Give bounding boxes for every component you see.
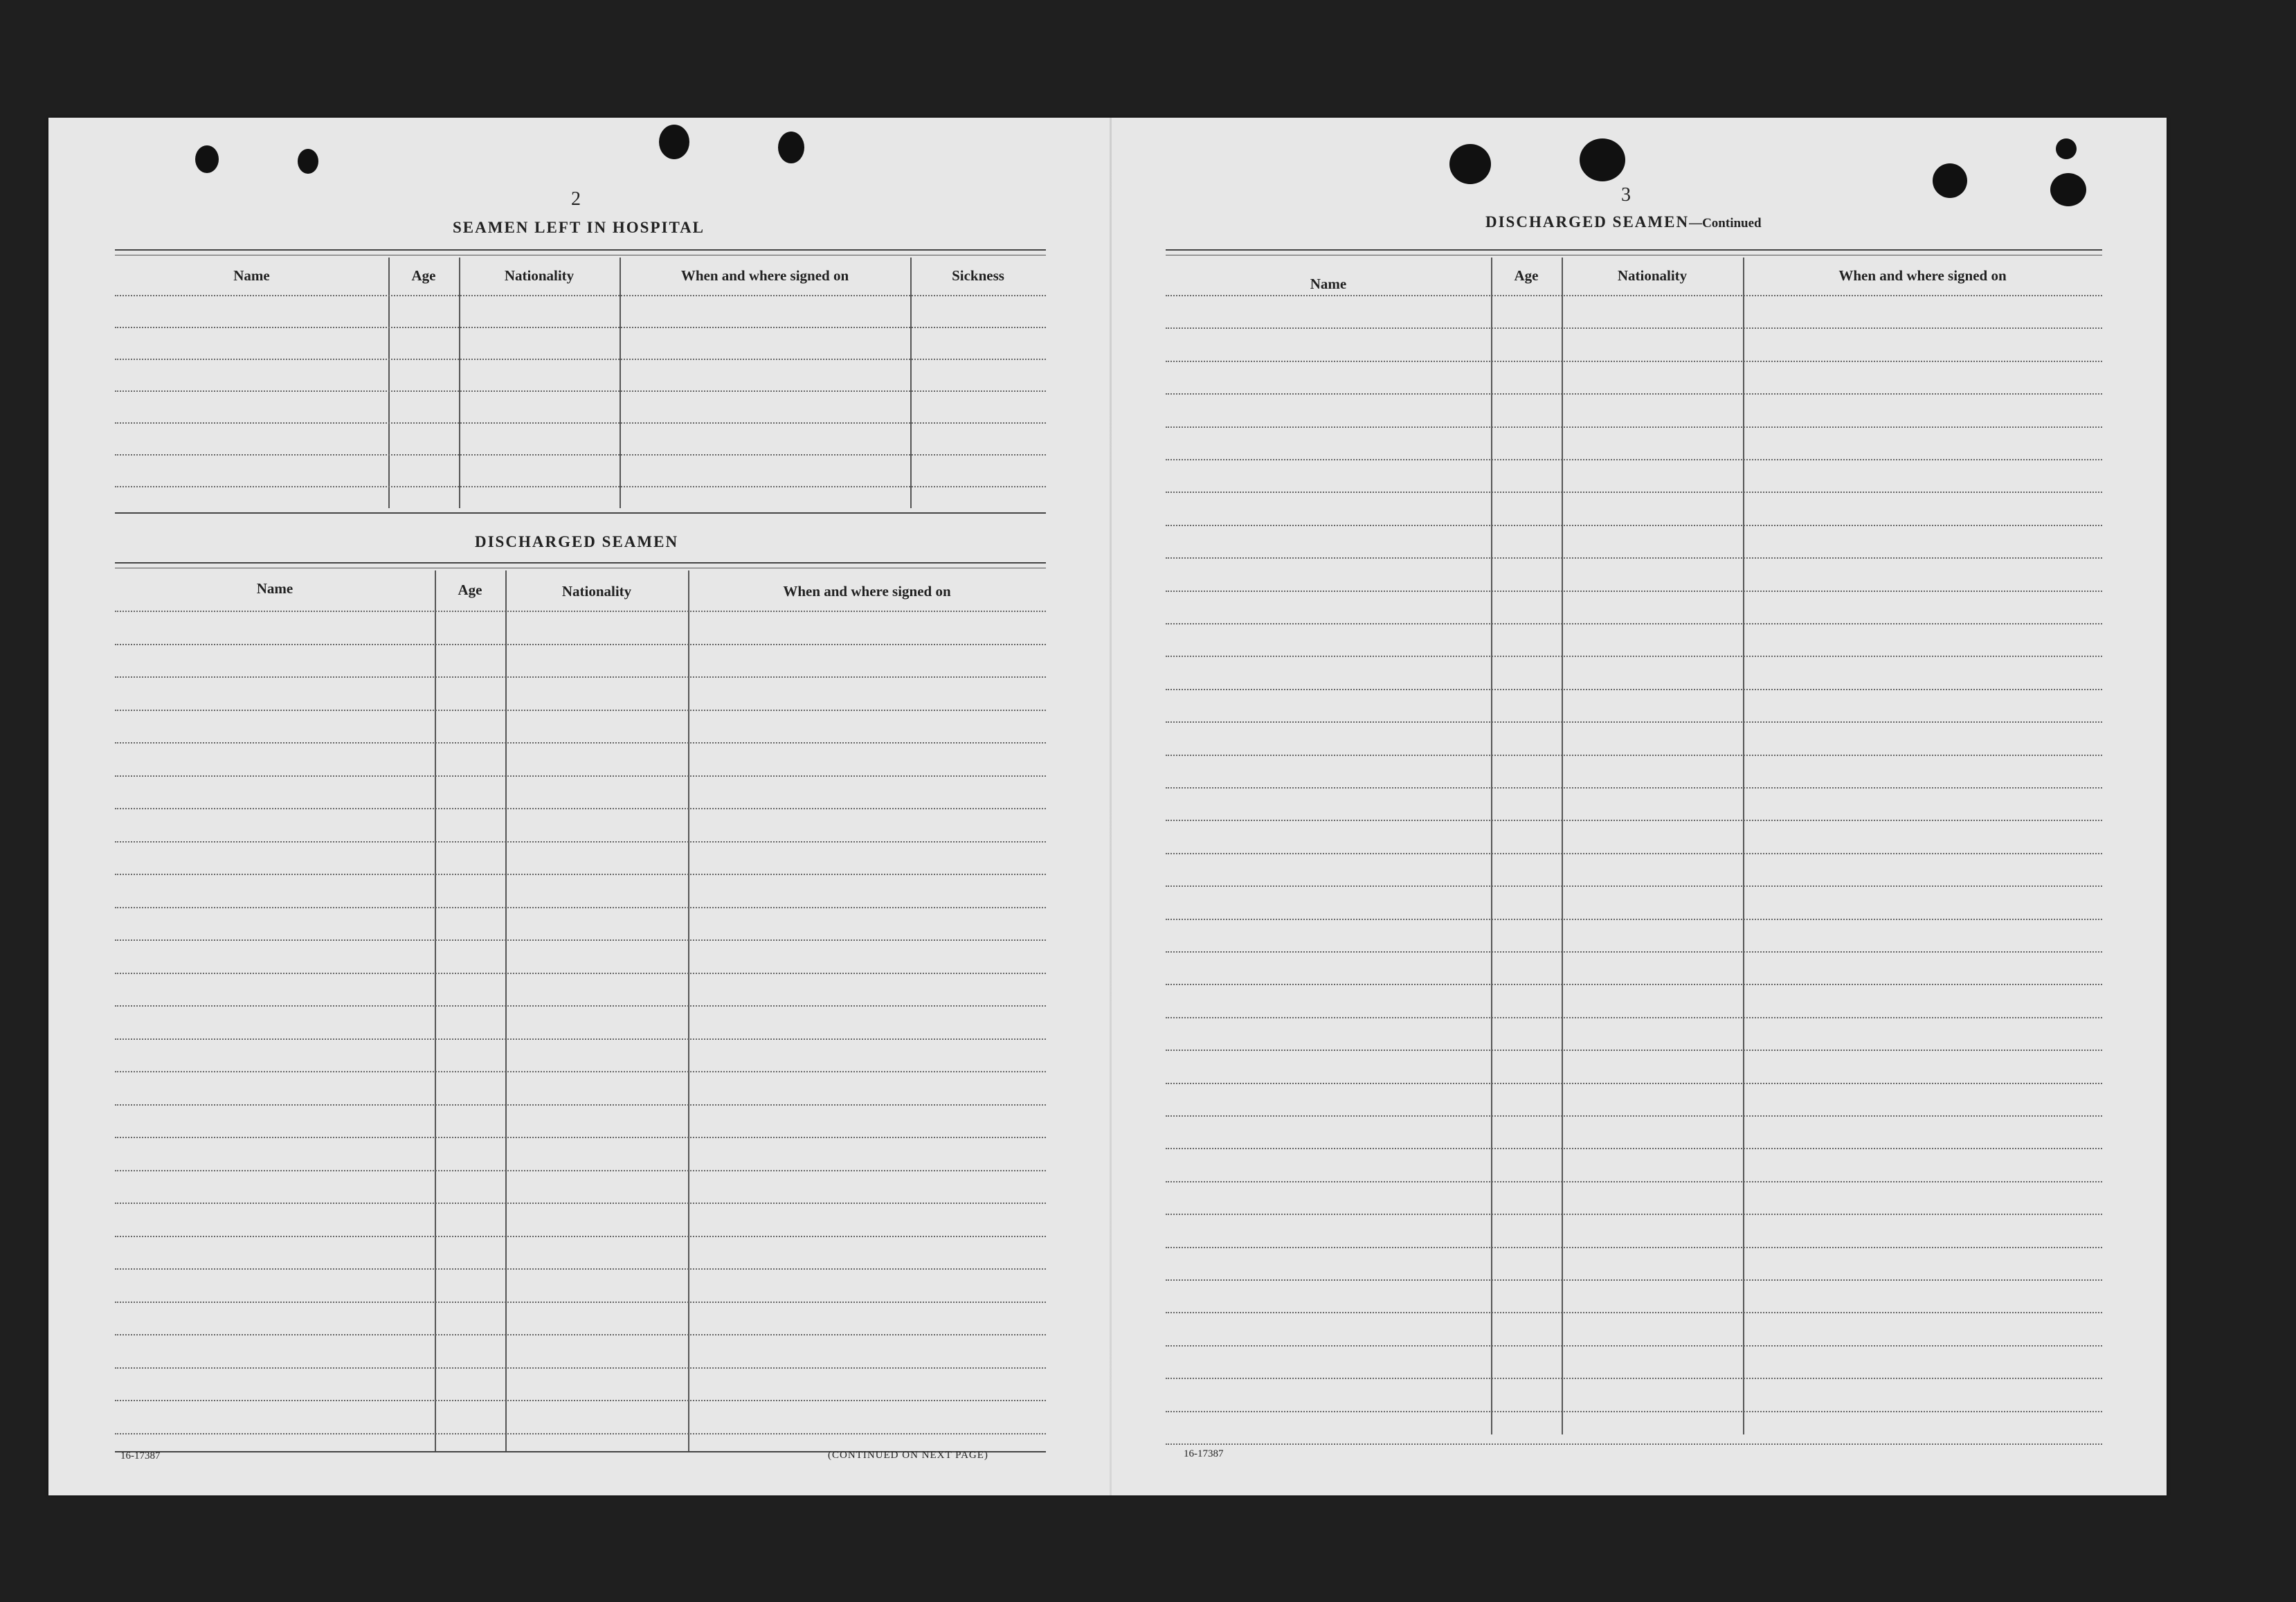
table-rows	[115, 562, 1046, 1457]
punch-hole	[195, 145, 219, 173]
discharged-continued-title	[1485, 213, 1762, 231]
table-row	[115, 1236, 1046, 1237]
table-row	[115, 841, 1046, 843]
table-row	[115, 1038, 1046, 1040]
table-row	[1166, 984, 2102, 985]
punch-hole	[2050, 173, 2086, 206]
column-header-name: Name	[1310, 276, 1347, 292]
title-text: DISCHARGED SEAMEN	[1485, 213, 1690, 231]
table-row	[115, 1433, 1046, 1434]
table-row	[1166, 755, 2102, 756]
table-row	[115, 486, 1046, 487]
table-row	[1166, 393, 2102, 395]
punch-hole	[1580, 138, 1625, 181]
discharged-continued-table	[1166, 249, 2102, 1454]
table-row	[1166, 1214, 2102, 1215]
table-bottom-rule	[115, 512, 1046, 514]
table-row	[1166, 1312, 2102, 1313]
table-row	[115, 676, 1046, 678]
table-rows	[1166, 249, 2102, 1454]
table-row	[1166, 919, 2102, 920]
table-rows	[115, 249, 1046, 516]
table-row	[1166, 1148, 2102, 1149]
column-header-signed-on: When and where signed on	[1838, 267, 2007, 284]
table-row	[1166, 820, 2102, 821]
table-row	[115, 742, 1046, 744]
table-row	[1166, 295, 2102, 296]
table-row	[115, 1302, 1046, 1303]
table-row	[115, 973, 1046, 974]
table-row	[1166, 459, 2102, 460]
discharged-table	[115, 562, 1046, 1457]
table-row	[115, 1137, 1046, 1138]
table-row	[115, 775, 1046, 777]
table-row	[115, 1104, 1046, 1106]
punch-hole	[659, 125, 689, 159]
document-sheet	[48, 118, 2167, 1495]
discharged-section-title: DISCHARGED SEAMEN	[475, 533, 679, 550]
table-row	[1166, 1378, 2102, 1379]
punch-hole	[2056, 138, 2077, 159]
column-header-sickness: Sickness	[952, 267, 1004, 284]
table-row	[1166, 1017, 2102, 1018]
table-row	[1166, 361, 2102, 362]
title-suffix: —Continued	[1689, 216, 1762, 231]
column-header-signed-on: When and where signed on	[680, 267, 849, 284]
table-row	[1166, 1279, 2102, 1281]
page-number: 3	[1621, 184, 1631, 206]
column-header-nationality: Nationality	[561, 583, 632, 600]
table-row	[1166, 656, 2102, 657]
table-row	[115, 422, 1046, 424]
table-row	[115, 1334, 1046, 1335]
punch-hole	[298, 149, 318, 174]
page-number: 2	[571, 188, 581, 210]
table-row	[115, 1203, 1046, 1204]
column-header-name: Name	[256, 580, 293, 597]
column-header-age: Age	[1514, 267, 1539, 284]
table-row	[1166, 1411, 2102, 1412]
continued-note: (CONTINUED ON NEXT PAGE)	[828, 1450, 988, 1461]
table-row	[1166, 492, 2102, 493]
table-row	[115, 295, 1046, 296]
table-row	[115, 907, 1046, 908]
column-header-name: Name	[233, 267, 270, 284]
table-row	[1166, 591, 2102, 592]
table-row	[115, 1071, 1046, 1072]
table-row	[1166, 525, 2102, 526]
table-row	[115, 939, 1046, 941]
table-row	[115, 1400, 1046, 1401]
form-number: 16-17387	[120, 1450, 161, 1461]
table-row	[115, 644, 1046, 645]
table-row	[1166, 1181, 2102, 1182]
table-row	[115, 454, 1046, 456]
column-header-nationality: Nationality	[1617, 267, 1688, 284]
table-row	[115, 1170, 1046, 1171]
table-row	[115, 808, 1046, 809]
table-row	[1166, 557, 2102, 559]
table-row	[115, 327, 1046, 328]
punch-hole	[778, 132, 804, 163]
punch-hole	[1449, 144, 1491, 184]
table-row	[1166, 1247, 2102, 1248]
table-row	[1166, 951, 2102, 953]
table-row	[1166, 787, 2102, 789]
column-header-nationality: Nationality	[504, 267, 575, 284]
table-row	[1166, 1115, 2102, 1117]
table-row	[115, 710, 1046, 711]
column-header-age: Age	[411, 267, 436, 284]
table-row	[1166, 327, 2102, 329]
table-row	[1166, 721, 2102, 723]
hospital-table	[115, 249, 1046, 516]
table-row	[115, 1367, 1046, 1369]
form-number: 16-17387	[1184, 1448, 1224, 1459]
table-row	[115, 390, 1046, 392]
column-header-age: Age	[458, 582, 482, 598]
column-header-signed-on: When and where signed on	[783, 583, 951, 600]
table-row	[1166, 426, 2102, 428]
table-row	[115, 359, 1046, 360]
table-row	[115, 1268, 1046, 1270]
page-fold	[1110, 118, 1112, 1495]
table-row	[1166, 1083, 2102, 1084]
table-row	[1166, 623, 2102, 624]
table-row	[1166, 1345, 2102, 1347]
hospital-section-title: SEAMEN LEFT IN HOSPITAL	[453, 219, 705, 236]
table-row	[1166, 853, 2102, 854]
table-row	[115, 611, 1046, 612]
table-row	[1166, 1443, 2102, 1445]
table-row	[115, 874, 1046, 875]
table-row	[1166, 689, 2102, 690]
table-row	[1166, 1050, 2102, 1051]
punch-hole	[1933, 163, 1967, 198]
table-row	[1166, 885, 2102, 887]
table-row	[115, 1005, 1046, 1007]
